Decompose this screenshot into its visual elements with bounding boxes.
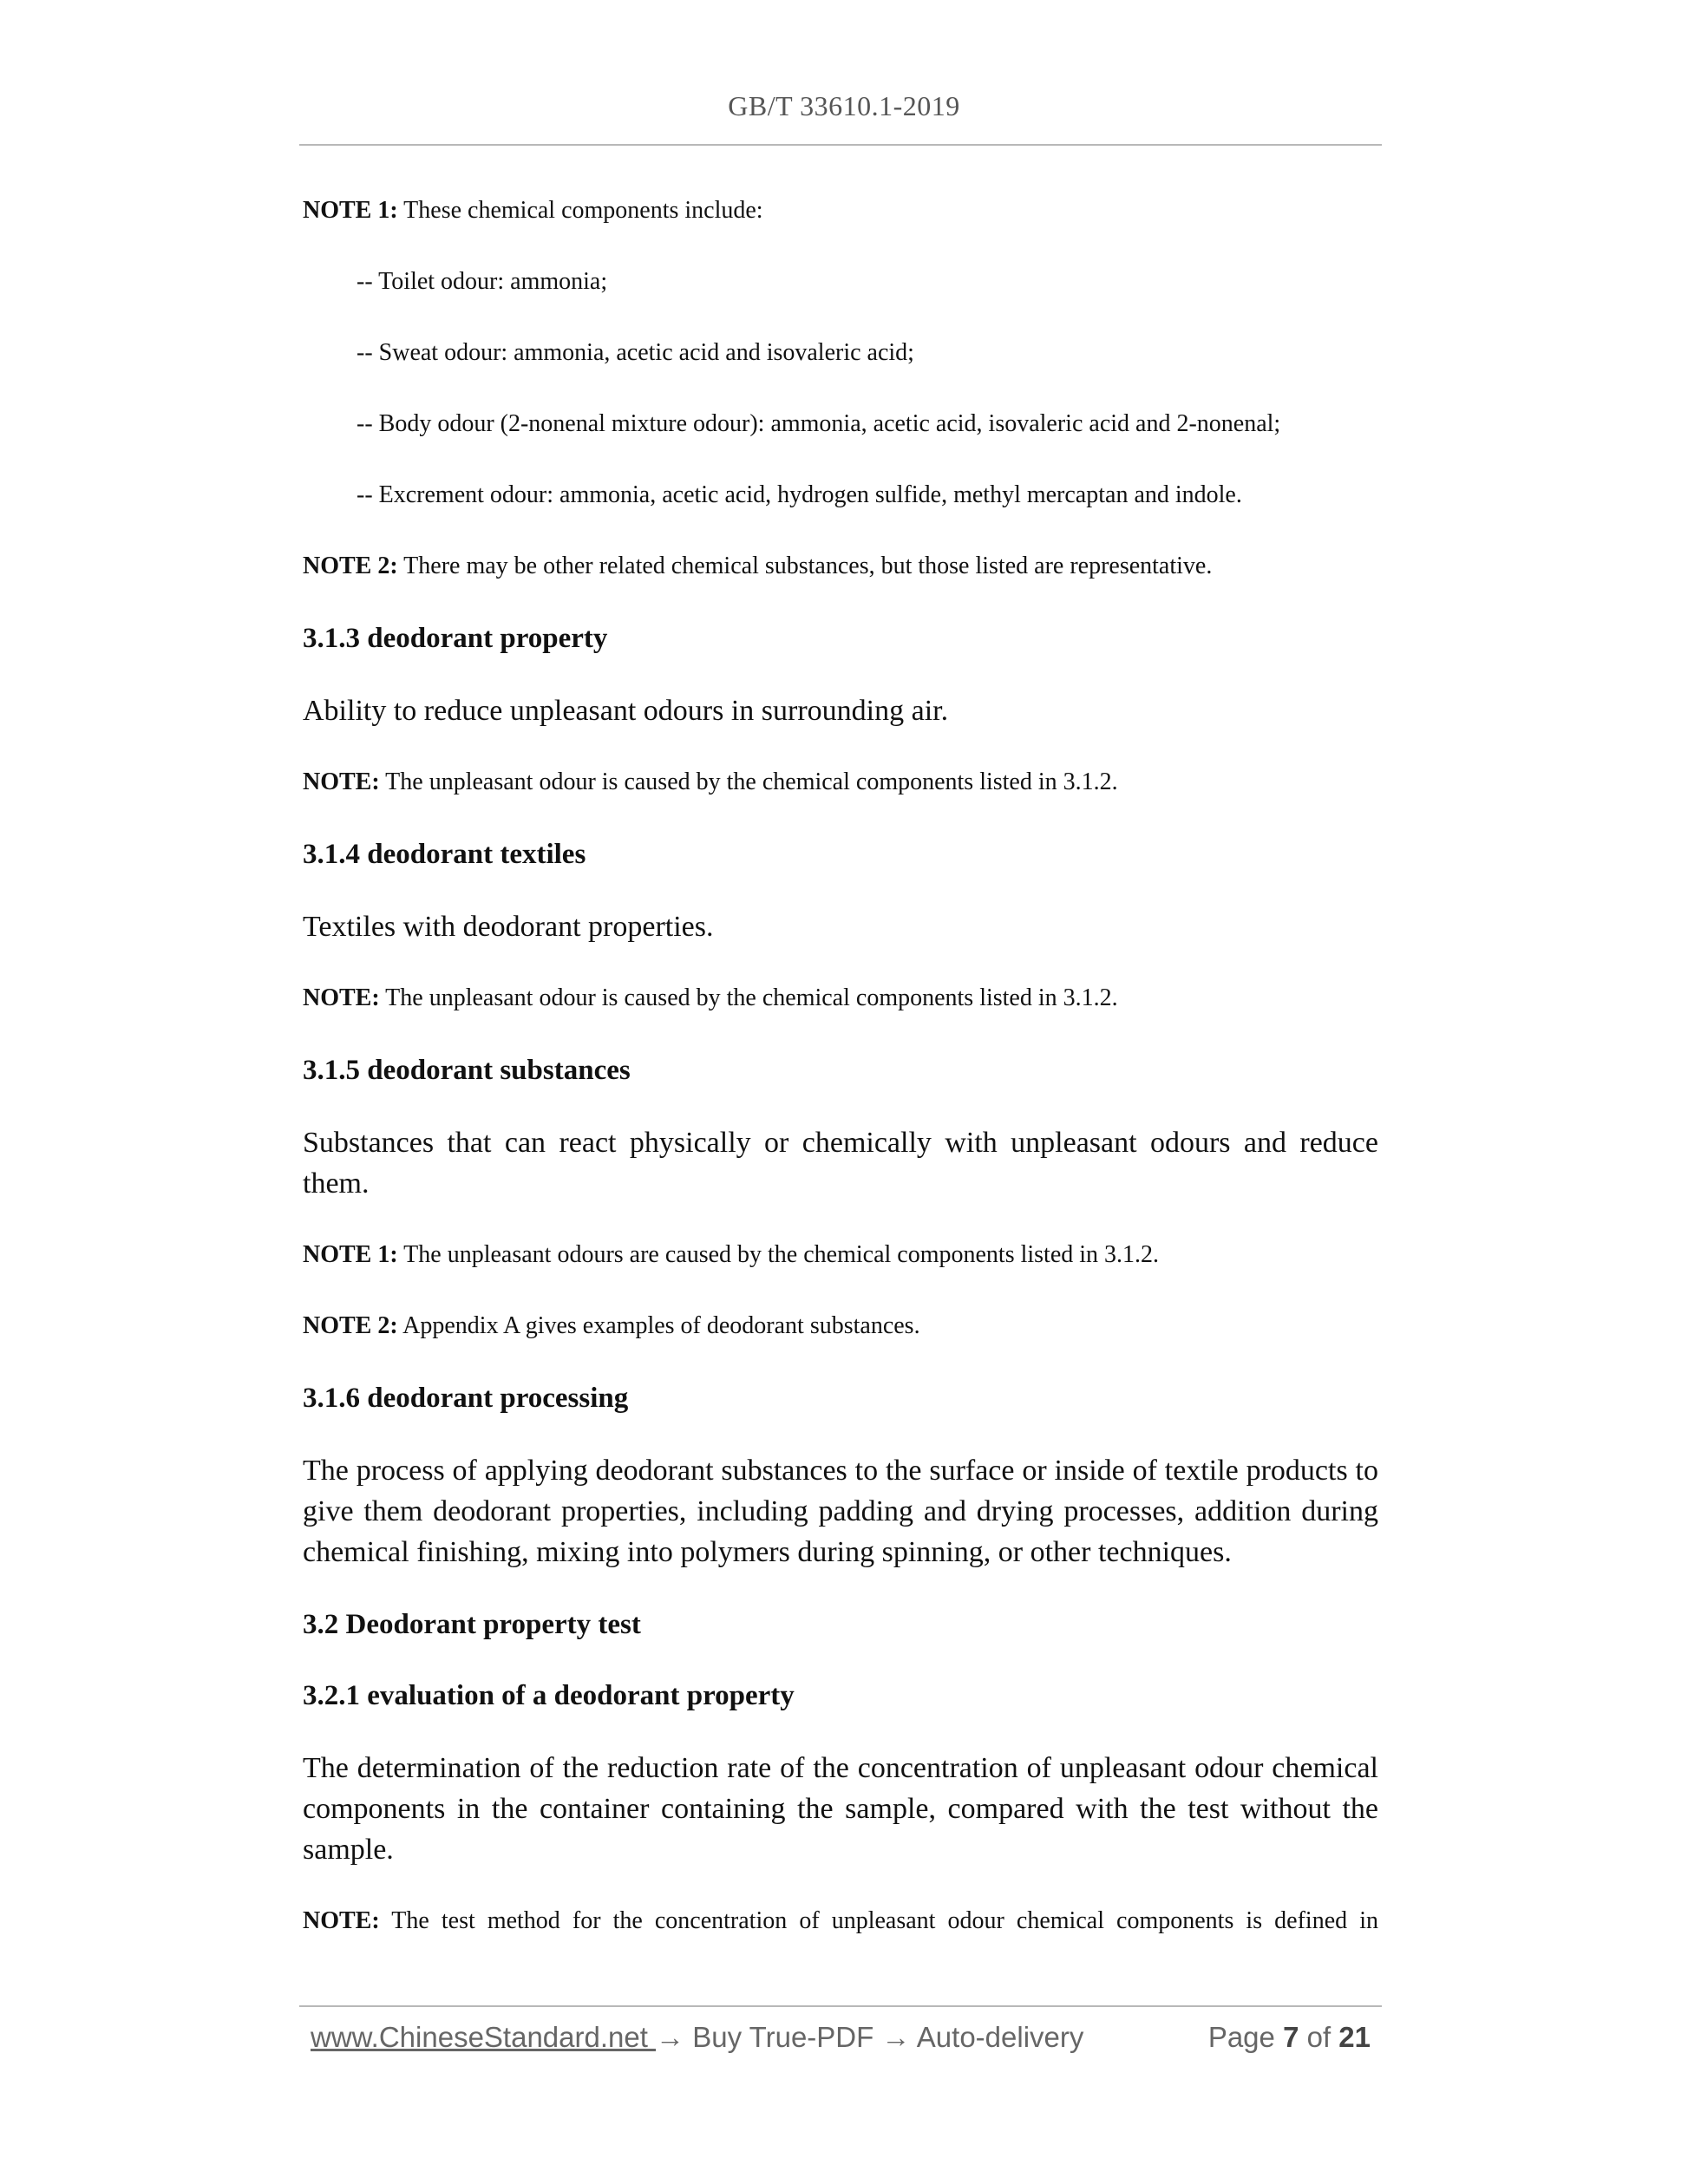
promo-text: → Buy True-PDF → Auto-delivery [656, 2021, 1084, 2053]
note-text: The unpleasant odours are caused by the chemical components listed in 3.1.2. [397, 1241, 1160, 1268]
section-heading-3-1-4: 3.1.4 deodorant textiles [303, 839, 586, 870]
note-2 [303, 548, 1378, 585]
section-note-1-3-1-5 [303, 1237, 1378, 1273]
note-label: NOTE: [303, 768, 380, 795]
section-paragraph-3-1-3: Ability to reduce unpleasant odours in surrounding air. [303, 695, 949, 727]
list-item-toilet-odour: -- Toilet odour: ammonia; [357, 268, 608, 295]
section-paragraph-3-1-4: Textiles with deodorant properties. [303, 911, 714, 943]
note-label: NOTE: [303, 984, 380, 1011]
section-paragraph-3-2-1: The determination of the reduction rate of the concentration of unpleasant odour chemical components in the container containing the sample, compared with the test without the sample. [303, 1752, 1378, 1866]
note-text: The test method for the concentration of unpleasant odour chemical components is defined in [379, 1907, 1378, 1934]
header-standard-code: GB/T 33610.1-2019 [728, 90, 960, 121]
section-heading-3-2-1: 3.2.1 evaluation of a deodorant property [303, 1680, 795, 1711]
header-divider [299, 144, 1382, 146]
section-heading-3-2: 3.2 Deodorant property test [303, 1609, 641, 1640]
footer-divider [299, 2005, 1382, 2007]
footer-promo [311, 2021, 1083, 2054]
note-label: NOTE 2: [303, 1312, 398, 1339]
of-label: of [1299, 2021, 1339, 2053]
note-text: The unpleasant odour is caused by the chemical components listed in 3.1.2. [379, 984, 1118, 1011]
note-text: Appendix A gives examples of deodorant substances. [397, 1312, 920, 1339]
section-heading-3-1-3: 3.1.3 deodorant property [303, 623, 608, 654]
section-note-3-2-1 [303, 1903, 1378, 1939]
section-note-3-1-3 [303, 764, 1378, 801]
list-item-sweat-odour: -- Sweat odour: ammonia, acetic acid and isovaleric acid; [357, 339, 914, 366]
section-heading-3-1-5: 3.1.5 deodorant substances [303, 1055, 631, 1086]
list-item-excrement-odour: -- Excrement odour: ammonia, acetic acid, hydrogen sulfide, methyl mercaptan and indole. [357, 481, 1242, 508]
note-text: These chemical components include: [397, 197, 763, 224]
page-counter [1208, 2021, 1371, 2054]
note-label: NOTE 1: [303, 197, 398, 224]
section-paragraph-3-1-5: Substances that can react physically or chemically with unpleasant odours and reduce them. [303, 1127, 1378, 1200]
total-pages: 21 [1338, 2021, 1371, 2053]
section-paragraph-3-1-6: The process of applying deodorant substances to the surface or inside of textile products to give them deodorant properties, including padding and drying processes, addition during chemical finishing, mixing into polymers during spinning, or other techniques. [303, 1455, 1378, 1568]
note-label: NOTE: [303, 1907, 380, 1934]
document-body [303, 193, 1378, 1939]
list-item-body-odour: -- Body odour (2-nonenal mixture odour): ammonia, acetic acid, isovaleric acid and 2-nonenal; [357, 410, 1281, 437]
section-note-3-1-4 [303, 980, 1378, 1017]
section-note-2-3-1-5 [303, 1308, 1378, 1344]
note-1 [303, 193, 1378, 229]
note-label: NOTE 1: [303, 1241, 398, 1268]
section-heading-3-1-6: 3.1.6 deodorant processing [303, 1383, 629, 1414]
page-label: Page [1207, 2021, 1284, 2053]
page-footer [311, 2021, 1371, 2061]
note-label: NOTE 2: [303, 553, 398, 579]
page-number: 7 [1283, 2021, 1299, 2053]
site-link[interactable]: www.ChineseStandard.net [311, 2021, 657, 2053]
note-text: There may be other related chemical substances, but those listed are representative. [397, 553, 1213, 579]
note-text: The unpleasant odour is caused by the chemical components listed in 3.1.2. [379, 768, 1118, 795]
